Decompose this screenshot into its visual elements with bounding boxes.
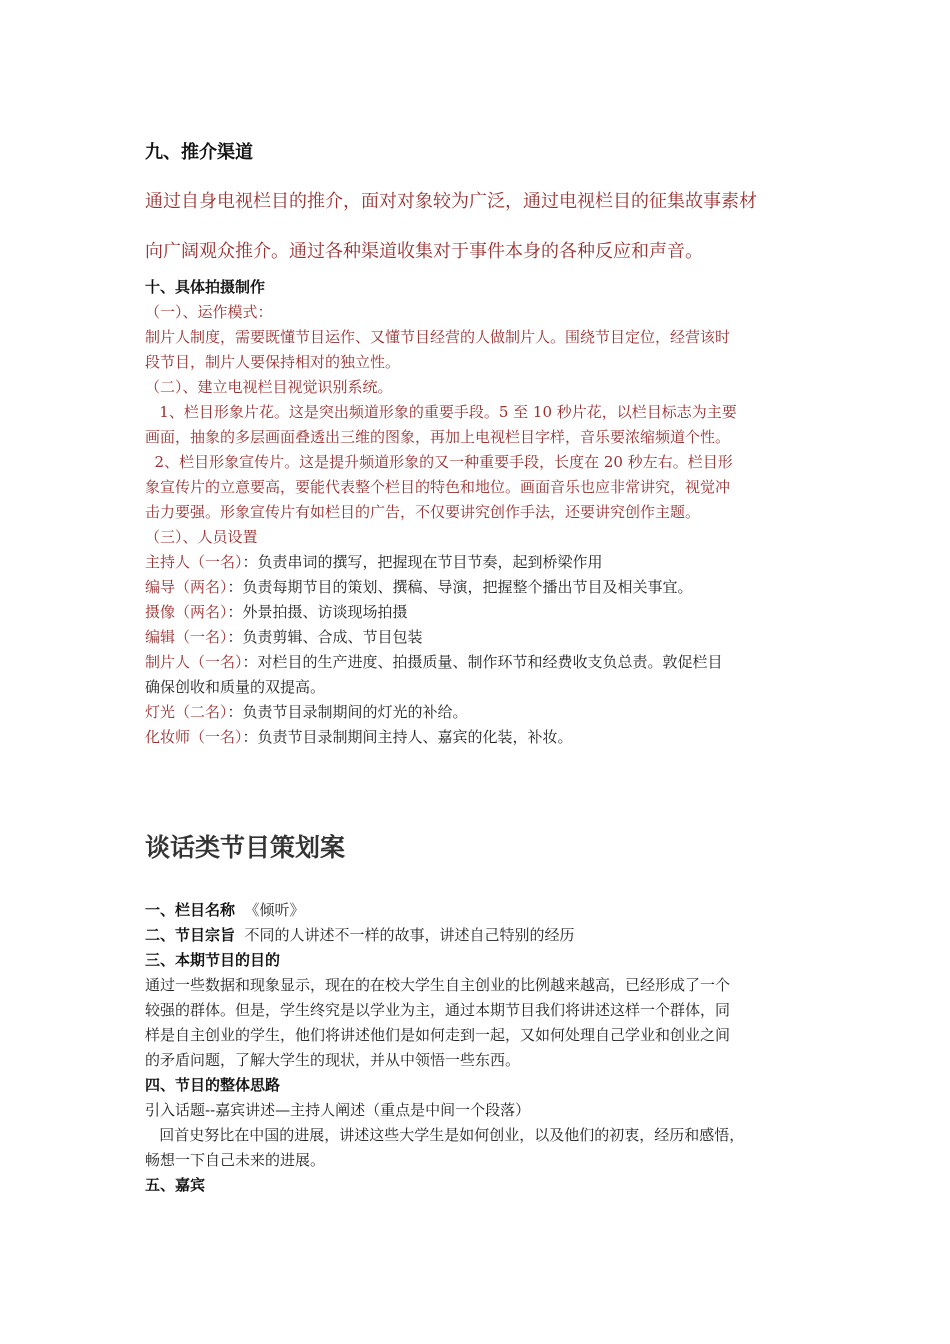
paragraph-line: 通过一些数据和现象显示，现在的在校大学生自主创业的比例越来越高，已经形成了一个 (145, 976, 731, 994)
paragraph-line: 畅想一下自己未来的进展。 (145, 1151, 326, 1169)
paragraph-line: 回首史努比在中国的进展，讲述这些大学生是如何创业，以及他们的初衷，经历和感悟， (145, 1126, 745, 1144)
guest-heading: 五、嘉宾 (145, 1176, 206, 1194)
section-9-paragraph-line-1: 通过自身电视栏目的推介，面对对象较为广泛，通过电视栏目的征集故事素材 (145, 191, 757, 212)
subsection-1-heading: （一）、运作模式： (145, 303, 273, 321)
episode-goal-heading: 三、本期节目的目的 (145, 951, 281, 969)
document-title: 谈话类节目策划案 (145, 833, 346, 862)
staff-desc: ：负责串词的撰写，把握现在节目节奏，起到桥梁作用 (242, 553, 603, 571)
paragraph-line: 的矛盾问题，了解大学生的现状，并从中领悟一些东西。 (145, 1051, 521, 1069)
staff-desc: ：负责每期节目的策划、撰稿、导演，把握整个播出节目及相关事宜。 (227, 578, 693, 596)
staff-desc: ：负责节目录制期间主持人、嘉宾的化装，补妆。 (242, 728, 573, 746)
staff-role: 摄像（两名） (145, 603, 228, 621)
paragraph-line: 引入话题--嘉宾讲述—主持人阐述（重点是中间一个段落） (145, 1101, 531, 1119)
program-purpose-label: 二、节目宗旨 (145, 926, 236, 944)
staff-row-editor (145, 625, 423, 649)
staff-role: 灯光（二名） (145, 703, 228, 721)
program-name-row (145, 898, 305, 922)
program-name-value: 《倾听》 (235, 901, 305, 919)
staff-role: 化妆师（一名） (145, 728, 243, 746)
staff-row-camera (145, 600, 408, 624)
staff-row-producer (145, 650, 723, 674)
staff-role: 编导（两名） (145, 578, 228, 596)
paragraph-line: 2、栏目形象宣传片。这是提升频道形象的又一种重要手段，长度在 20 秒左右。栏目形 (145, 453, 733, 471)
staff-desc: ：外景拍摄、访谈现场拍摄 (227, 603, 408, 621)
staff-row-producer-cont (145, 675, 325, 699)
staff-row-director (145, 575, 693, 599)
staff-role: 编辑（一名） (145, 628, 228, 646)
staff-desc: ：负责剪辑、合成、节目包装 (227, 628, 423, 646)
staff-row-lighting (145, 700, 468, 724)
paragraph-line: 画面，抽象的多层画面叠透出三维的图象，再加上电视栏目字样，音乐要浓缩频道个性。 (145, 428, 731, 446)
program-name-label: 一、栏目名称 (145, 901, 236, 919)
program-purpose-row (145, 923, 575, 947)
section-9-paragraph-line-2: 向广阔观众推介。通过各种渠道收集对于事件本身的各种反应和声音。 (145, 241, 703, 262)
program-purpose-value: 不同的人讲述不一样的故事，讲述自己特别的经历 (235, 926, 575, 944)
subsection-2-heading: （二）、建立电视栏目视觉识别系统。 (145, 378, 393, 396)
staff-role: 主持人（一名） (145, 553, 243, 571)
paragraph-line: 1、栏目形象片花。这是突出频道形象的重要手段。5 至 10 秒片花，以栏目标志为主要 (145, 403, 737, 421)
staff-desc: 确保创收和质量的双提高。 (145, 678, 326, 696)
section-9-heading: 九、推介渠道 (145, 142, 253, 163)
paragraph-line: 段节目，制片人要保持相对的独立性。 (145, 353, 401, 371)
paragraph-line: 象宣传片的立意要高，要能代表整个栏目的特色和地位。画面音乐也应非常讲究，视觉冲 (145, 478, 731, 496)
staff-row-host (145, 550, 603, 574)
paragraph-line: 击力要强。形象宣传片有如栏目的广告，不仅要讲究创作手法，还要讲究创作主题。 (145, 503, 701, 521)
section-10-heading: 十、具体拍摄制作 (145, 278, 266, 296)
overall-idea-heading: 四、节目的整体思路 (145, 1076, 281, 1094)
staff-role: 制片人（一名） (145, 653, 243, 671)
subsection-3-heading: （三）、人员设置 (145, 528, 258, 546)
staff-row-makeup (145, 725, 573, 749)
paragraph-line: 样是自主创业的学生，他们将讲述他们是如何走到一起，又如何处理自己学业和创业之间 (145, 1026, 731, 1044)
paragraph-line: 较强的群体。但是，学生终究是以学业为主，通过本期节目我们将讲述这样一个群体，同 (145, 1001, 731, 1019)
paragraph-line: 制片人制度，需要既懂节目运作、又懂节目经营的人做制片人。围绕节目定位，经营该时 (145, 328, 731, 346)
staff-desc: ：对栏目的生产进度、拍摄质量、制作环节和经费收支负总责。敦促栏目 (242, 653, 723, 671)
staff-desc: ：负责节目录制期间的灯光的补给。 (227, 703, 468, 721)
